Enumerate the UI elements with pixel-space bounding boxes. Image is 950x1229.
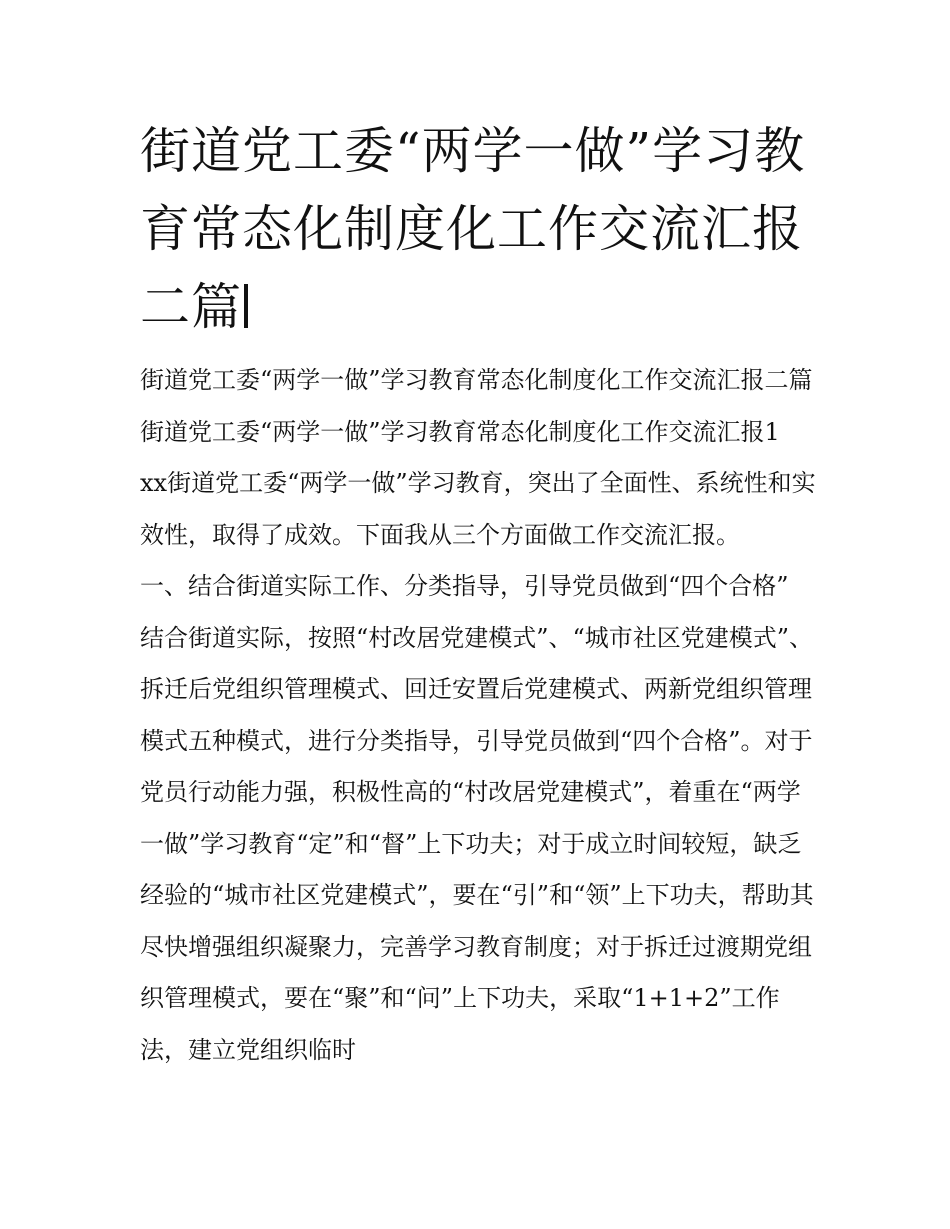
document-body (140, 355, 820, 1076)
paragraph-section-1-body: 结合街道实际，按照“村改居党建模式”、“城市社区党建模式”、拆迁后党组织管理模式、回迁安置后党建模式、两新党组织管理模式五种模式，进行分类指导，引导党员做到“四个合格”。对于党员行动能力强，积极性高的“村改居党建模式”，着重在“两学一做”学习教育“定”和“督”上下功夫；对于成立时间较短，缺乏经验的“城市社区党建模式”，要在“引”和“领”上下功夫，帮助其尽快增强组织凝聚力，完善学习教育制度；对于拆迁过渡期党组织管理模式，要在“聚”和“问”上下功夫，采取“1+1+2”工作法，建立党组织临时 (140, 623, 814, 1064)
document-title (140, 112, 820, 346)
paragraph-intro: xx街道党工委“两学一做”学习教育，突出了全面性、系统性和实效性，取得了成效。下面我从三个方面做工作交流汇报。 (140, 469, 816, 549)
text-cursor (244, 284, 248, 328)
paragraph-heading-repeat: 街道党工委“两学一做”学习教育常态化制度化工作交流汇报二篇 街道党工委“两学一做”学习教育常态化制度化工作交流汇报1 (140, 366, 813, 446)
section-heading-1: 一、结合街道实际工作、分类指导，引导党员做到“四个合格” (140, 572, 789, 600)
document-title-text: 街道党工委“两学一做”学习教育常态化制度化工作交流汇报二篇 (140, 122, 806, 336)
